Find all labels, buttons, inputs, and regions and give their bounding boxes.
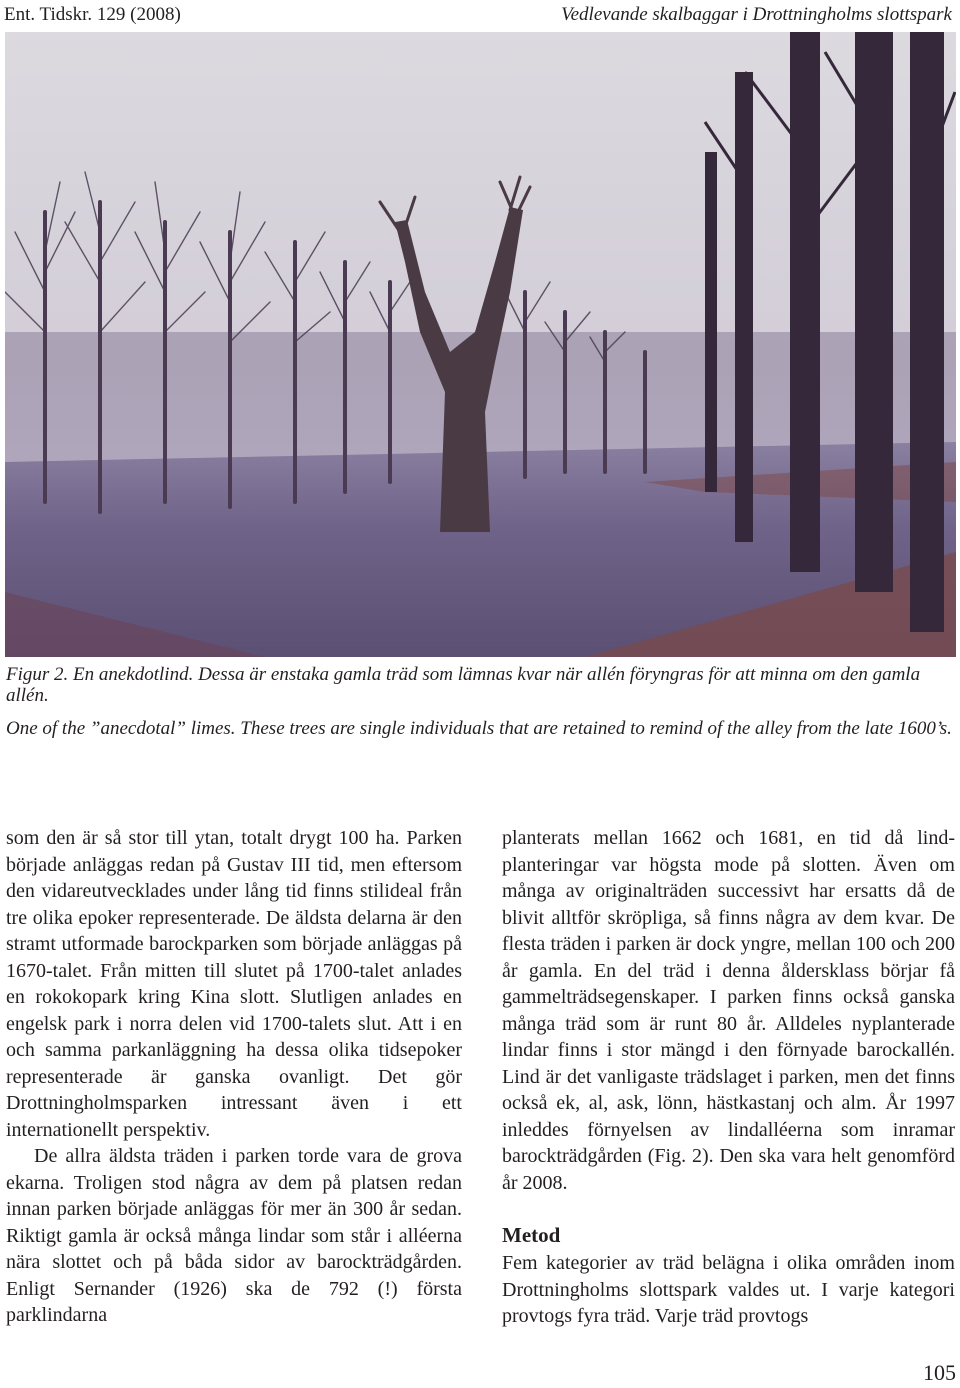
- avenue-photo-illustration: [5, 32, 956, 657]
- journal-reference: Ent. Tidskr. 129 (2008): [4, 4, 181, 25]
- body-paragraph: planterats mellan 1662 och 1681, en tid då lindplanteringar var högsta mode på slotten. Även om många av originalträden successivt har ersatts då de blivit alltför skröpliga, så finns några av dem kvar. De flesta träden i parken är dock yngre, mellan 100 och 200 år gamla. En del träd i denna åldersklass börjar få gammelträdsegenskaper. I parken finns också ganska många träd som är runt 80 år. Alldeles nyplanterade lindar finns i stor mängd i den förnyade barockallén. Lind är det vanligaste trädslaget i parken, men det finns också ek, al, ask, lönn, hästkastanj och alm. År 1997 inleddes förnyelsen av lindalléerna som inramar barockträdgården (Fig. 2). Den ska vara helt genomförd år 2008.: [502, 827, 955, 1194]
- page-number: 105: [923, 1360, 956, 1385]
- figure-caption-english: One of the ”anecdotal” limes. These trees are single individuals that are retained to remind of the alley from the late 1600’s.: [6, 718, 952, 739]
- body-paragraph: De allra äldsta träden i parken torde vara de grova ekarna. Troligen stod några av dem på platsen redan innan parken började anläggas för mer än 300 år sedan. Riktigt gamla är också många lindar som står i alléerna nära slottet och på båda sidor av barockträdgården. Enligt Sernander (1926) ska de 792 (!) första parklindarna: [6, 1145, 462, 1326]
- left-column: [6, 825, 462, 1329]
- figure-caption-swedish: Figur 2. En anekdotlind. Dessa är enstaka gamla träd som lämnas kvar när allén föryngras för att minna om den gamla allén.: [6, 664, 921, 706]
- right-column: [502, 825, 955, 1330]
- body-paragraph: Fem kategorier av träd belägna i olika områden inom Drottningholms slottspark valdes ut. I varje kategori provtogs fyra träd. Varje träd provtogs: [502, 1252, 955, 1327]
- body-paragraph: som den är så stor till ytan, totalt drygt 100 ha. Parken började anläggas redan på Gustav III tid, men eftersom den vidareutvecklades under lång tid finns stilideal från tre olika epoker representerade. De äldsta delarna är den stramt utformade barockparken som började anläggas på 1670-talet. Från mitten till slutet på 1700-talet anlades en rokokopark kring Kina slott. Slutligen anlades en engelsk park i norra delen vid 1700-talets slut. Att i en och samma parkanläggning ha dessa olika tidsepoker representerade är ganska ovanligt. Det gör Drottningholmsparken intressant även i ett internationellt perspektiv.: [6, 827, 462, 1141]
- section-heading: Metod: [502, 1223, 561, 1247]
- running-title: Vedlevande skalbaggar i Drottningholms slottspark: [561, 4, 952, 25]
- figure-photo: [5, 32, 956, 657]
